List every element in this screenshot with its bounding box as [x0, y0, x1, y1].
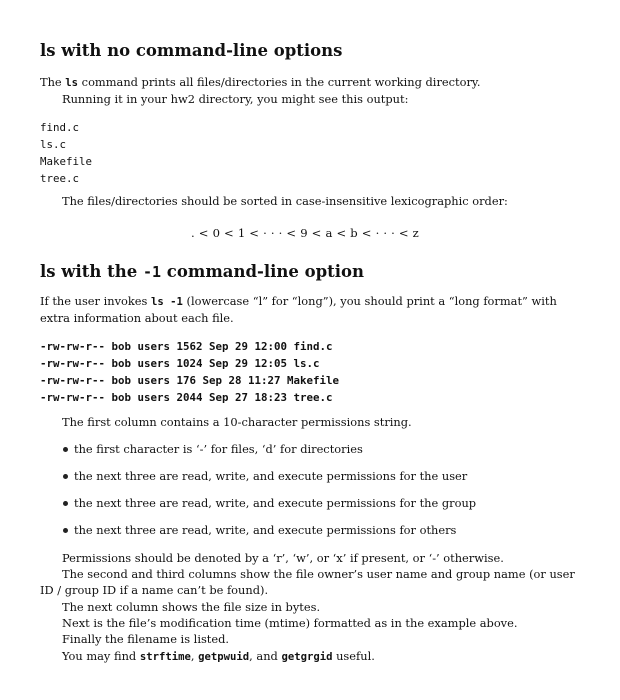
long-output-block: [40, 338, 339, 406]
permissions-line: Permissions should be denoted by a ‘r’, ‘w’, or ‘x’ if present, or ‘-’ otherwise.: [62, 551, 504, 565]
sort-order-formula: . < 0 < 1 < · · · < 9 < a < b < · · · < z: [191, 226, 419, 240]
bullet-dot-icon: [63, 501, 68, 506]
long-output-line: -rw-rw-r-- bob users 176 Sep 28 11:27 Makefile: [40, 374, 340, 387]
strftime-code: strftime: [139, 651, 191, 663]
bullet-item: the next three are read, write, and execute permissions for the user: [74, 469, 468, 483]
bullet-dot-icon: [63, 528, 68, 533]
filename-line: Finally the filename is listed.: [62, 632, 230, 646]
bullet-item: the next three are read, write, and execute permissions for others: [74, 523, 457, 537]
mtime-line: Next is the file’s modification time (mtime) formatted as in the example above.: [62, 616, 518, 630]
section-heading-long-option: ls with the -1 command-line option: [40, 262, 365, 281]
bullet-item: the next three are read, write, and execute permissions for the group: [74, 496, 477, 510]
ls-output-line: find.c: [40, 121, 80, 134]
first-column-text: The first column contains a 10-character permissions string.: [62, 415, 412, 429]
ls-output-line: ls.c: [40, 138, 67, 151]
long-intro-line-2: extra information about each file.: [40, 311, 234, 325]
option-code: -1: [143, 263, 162, 281]
bullet-dot-icon: [63, 474, 68, 479]
long-output-line: -rw-rw-r-- bob users 1024 Sep 29 12:05 ls.c: [40, 357, 320, 370]
long-intro-line-1: If the user invokes ls -1 (lowercase “l” for “long”), you should print a “long format” with: [40, 294, 557, 308]
intro-line: The ls command prints all files/directories in the current working directory.: [40, 75, 481, 89]
ls-output-block: [40, 119, 92, 187]
long-output-line: -rw-rw-r-- bob users 2044 Sep 27 18:23 tree.c: [40, 391, 333, 404]
section-heading-no-options: ls with no command-line options: [40, 41, 343, 60]
ls-long-code: ls -1: [150, 296, 183, 308]
size-line: The next column shows the file size in bytes.: [62, 600, 321, 614]
useful-functions-line: You may find strftime, getpwuid, and getgrgid useful.: [62, 649, 375, 663]
ls-output-line: tree.c: [40, 172, 80, 185]
bullet-dot-icon: [63, 447, 68, 452]
ls-code: ls: [65, 77, 79, 89]
columns-line-2: ID / group ID if a name can’t be found).: [40, 583, 269, 597]
ls-output-line: Makefile: [40, 155, 93, 168]
bullet-item: the first character is ‘-’ for files, ‘d’ for directories: [74, 442, 363, 456]
long-output-line: -rw-rw-r-- bob users 1562 Sep 29 12:00 find.c: [40, 340, 333, 353]
intro-line-2: Running it in your hw2 directory, you might see this output:: [62, 92, 409, 106]
columns-line-1: The second and third columns show the file owner’s user name and group name (or user: [62, 567, 575, 581]
getpwuid-code: getpwuid: [198, 651, 250, 663]
sort-order-text: The files/directories should be sorted in case-insensitive lexicographic order:: [62, 194, 508, 208]
getgrgid-code: getgrgid: [281, 651, 333, 663]
